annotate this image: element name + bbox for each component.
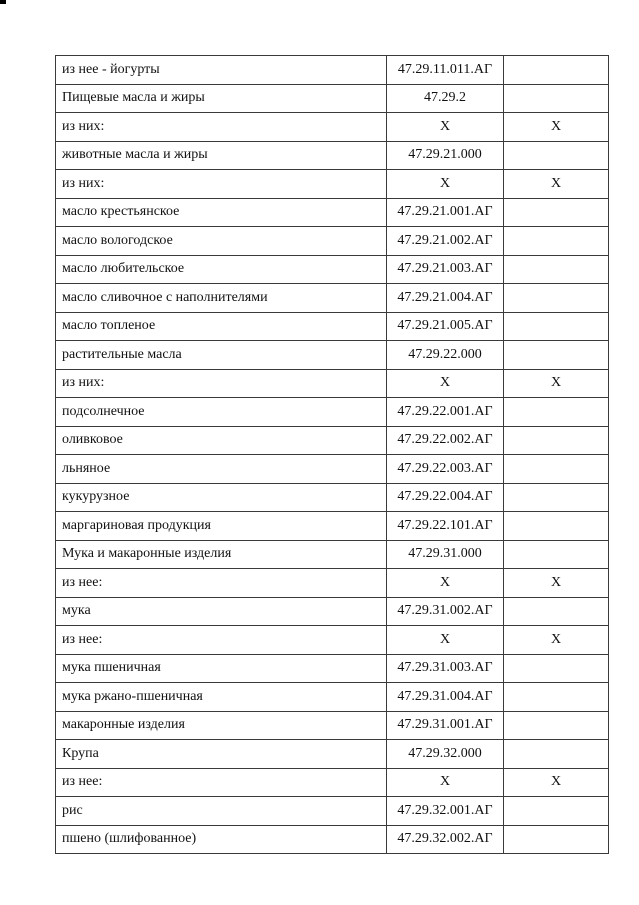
product-name-cell: подсолнечное (56, 398, 387, 427)
product-code-cell: 47.29.32.001.АГ (387, 797, 504, 826)
product-name-cell: масло сливочное с наполнителями (56, 284, 387, 313)
product-code-cell: 47.29.31.004.АГ (387, 683, 504, 712)
table-row (56, 654, 609, 683)
table-row (56, 398, 609, 427)
table-row (56, 369, 609, 398)
product-name-cell: масло крестьянское (56, 198, 387, 227)
extra-cell: Х (504, 768, 609, 797)
product-code-cell: Х (387, 768, 504, 797)
product-name-cell: из них: (56, 369, 387, 398)
product-name-cell: рис (56, 797, 387, 826)
extra-cell (504, 683, 609, 712)
table-row (56, 740, 609, 769)
product-code-cell: 47.29.32.002.АГ (387, 825, 504, 854)
product-name-cell: Мука и макаронные изделия (56, 540, 387, 569)
table-row (56, 626, 609, 655)
extra-cell (504, 227, 609, 256)
product-code-cell: 47.29.31.002.АГ (387, 597, 504, 626)
product-code-cell: 47.29.22.004.АГ (387, 483, 504, 512)
table-row (56, 84, 609, 113)
extra-cell (504, 84, 609, 113)
product-name-cell: из нее: (56, 768, 387, 797)
product-name-cell: масло любительское (56, 255, 387, 284)
table-row (56, 455, 609, 484)
product-code-cell: 47.29.22.000 (387, 341, 504, 370)
table-row (56, 312, 609, 341)
product-name-cell: из нее: (56, 569, 387, 598)
extra-cell (504, 398, 609, 427)
table-row (56, 341, 609, 370)
product-name-cell: льняное (56, 455, 387, 484)
table-row (56, 56, 609, 85)
product-code-cell: Х (387, 626, 504, 655)
extra-cell: Х (504, 170, 609, 199)
extra-cell: Х (504, 113, 609, 142)
product-name-cell: оливковое (56, 426, 387, 455)
extra-cell (504, 455, 609, 484)
table-body (56, 56, 609, 854)
table-row (56, 255, 609, 284)
extra-cell (504, 426, 609, 455)
product-code-cell: 47.29.21.005.АГ (387, 312, 504, 341)
table-row (56, 597, 609, 626)
product-name-cell: из нее: (56, 626, 387, 655)
product-code-cell: 47.29.22.001.АГ (387, 398, 504, 427)
extra-cell (504, 141, 609, 170)
table-row (56, 170, 609, 199)
product-name-cell: Крупа (56, 740, 387, 769)
product-name-cell: мука ржано-пшеничная (56, 683, 387, 712)
scan-corner-mark (0, 0, 6, 4)
product-name-cell: Пищевые масла и жиры (56, 84, 387, 113)
extra-cell (504, 597, 609, 626)
product-code-cell: 47.29.31.001.АГ (387, 711, 504, 740)
extra-cell (504, 540, 609, 569)
extra-cell (504, 255, 609, 284)
table-row (56, 284, 609, 313)
table-row (56, 540, 609, 569)
product-code-cell: 47.29.21.004.АГ (387, 284, 504, 313)
product-name-cell: из нее - йогурты (56, 56, 387, 85)
product-code-cell: 47.29.21.001.АГ (387, 198, 504, 227)
product-name-cell: макаронные изделия (56, 711, 387, 740)
product-name-cell: мука пшеничная (56, 654, 387, 683)
product-code-cell: 47.29.32.000 (387, 740, 504, 769)
table-row (56, 141, 609, 170)
product-code-cell: 47.29.31.000 (387, 540, 504, 569)
table-row (56, 512, 609, 541)
extra-cell (504, 825, 609, 854)
product-code-cell: 47.29.21.000 (387, 141, 504, 170)
table-row (56, 683, 609, 712)
table-row (56, 113, 609, 142)
product-code-cell: 47.29.22.003.АГ (387, 455, 504, 484)
table-row (56, 711, 609, 740)
table-row (56, 426, 609, 455)
product-name-cell: животные масла и жиры (56, 141, 387, 170)
product-name-cell: пшено (шлифованное) (56, 825, 387, 854)
extra-cell: Х (504, 626, 609, 655)
product-name-cell: из них: (56, 170, 387, 199)
extra-cell (504, 483, 609, 512)
extra-cell (504, 312, 609, 341)
product-code-cell: Х (387, 369, 504, 398)
product-name-cell: масло топленое (56, 312, 387, 341)
table-row (56, 198, 609, 227)
product-name-cell: растительные масла (56, 341, 387, 370)
product-code-cell: 47.29.2 (387, 84, 504, 113)
product-code-cell: 47.29.22.002.АГ (387, 426, 504, 455)
product-name-cell: маргариновая продукция (56, 512, 387, 541)
extra-cell (504, 740, 609, 769)
extra-cell (504, 711, 609, 740)
product-code-cell: 47.29.11.011.АГ (387, 56, 504, 85)
product-name-cell: масло вологодское (56, 227, 387, 256)
extra-cell (504, 56, 609, 85)
product-code-cell: 47.29.22.101.АГ (387, 512, 504, 541)
table-row (56, 825, 609, 854)
extra-cell (504, 341, 609, 370)
product-name-cell: из них: (56, 113, 387, 142)
extra-cell (504, 284, 609, 313)
extra-cell (504, 512, 609, 541)
extra-cell: Х (504, 369, 609, 398)
extra-cell: Х (504, 569, 609, 598)
product-code-table (55, 55, 609, 854)
product-code-cell: Х (387, 569, 504, 598)
product-code-cell: 47.29.21.002.АГ (387, 227, 504, 256)
extra-cell (504, 654, 609, 683)
table-row (56, 797, 609, 826)
table-row (56, 768, 609, 797)
product-code-cell: Х (387, 113, 504, 142)
product-code-cell: Х (387, 170, 504, 199)
table-row (56, 483, 609, 512)
extra-cell (504, 797, 609, 826)
table-row (56, 569, 609, 598)
extra-cell (504, 198, 609, 227)
product-name-cell: мука (56, 597, 387, 626)
product-code-cell: 47.29.21.003.АГ (387, 255, 504, 284)
product-code-cell: 47.29.31.003.АГ (387, 654, 504, 683)
product-name-cell: кукурузное (56, 483, 387, 512)
table-row (56, 227, 609, 256)
